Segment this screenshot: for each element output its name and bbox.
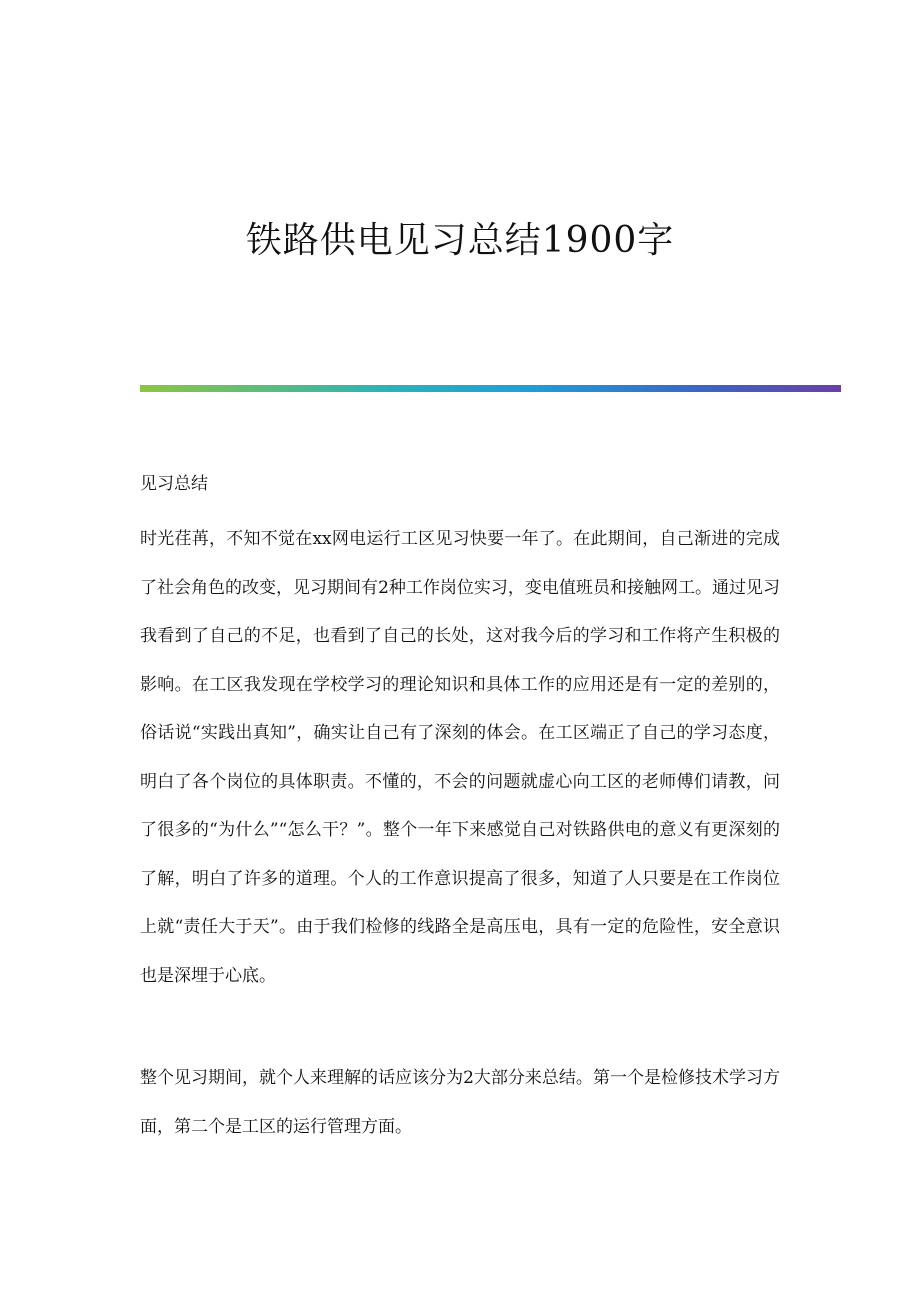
body-paragraph-2: 整个见习期间，就个人来理解的话应该分为2大部分来总结。第一个是检修技术学习方面，第二个是工区的运行管理方面。 <box>140 1068 780 1137</box>
title-divider <box>140 385 841 392</box>
document-title: 铁路供电见习总结1900字 <box>245 220 675 261</box>
body-paragraph-1: 时光荏苒，不知不觉在xx网电运行工区见习快要一年了。在此期间，自己渐进的完成了社会角色的改变，见习期间有2种工作岗位实习，变电值班员和接触网工。通过见习我看到了自己的不足，也看到了自己的长处，这对我今后的学习和工作将产生积极的影响。在工区我发现在学校学习的理论知识和具体工作的应用还是有一定的差别的，俗话说“实践出真知”，确实让自己有了深刻的体会。在工区端正了自己的学习态度，明白了各个岗位的具体职责。不懂的，不会的问题就虚心向工区的老师傅们请教，问了很多的“为什么”“怎么干？”。整个一年下来感觉自己对铁路供电的意义有更深刻的了解，明白了许多的道理。个人的工作意识提高了很多，知道了人只要是在工作岗位上就“责任大于天”。由于我们检修的线路全是高压电，具有一定的危险性，安全意识也是深埋于心底。 <box>140 529 780 986</box>
section-heading: 见习总结 <box>140 474 208 494</box>
